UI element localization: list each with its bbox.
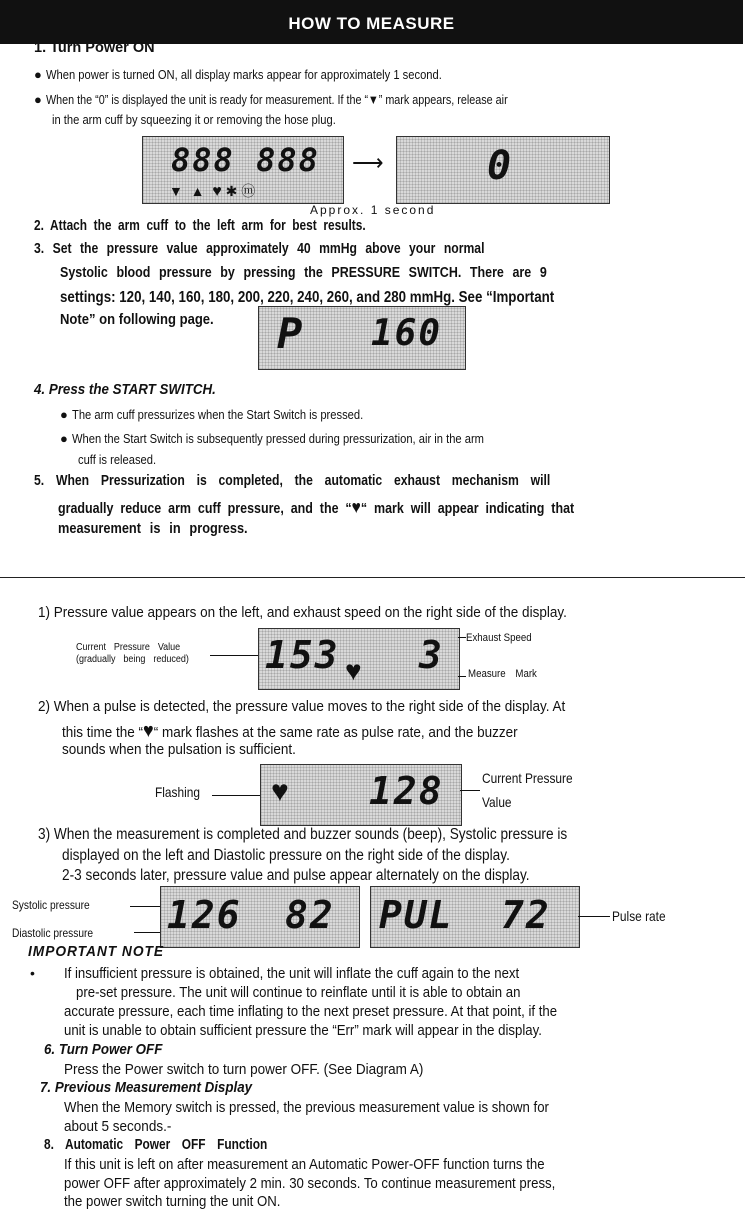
step4-bullet1: ● The arm cuff pressurizes when the Start Switch is pressed. [60, 407, 364, 422]
step3-line3: settings: 120, 140, 160, 180, 200, 220, 240, 260, and 280 mmHg. See “Important [60, 289, 555, 306]
lcd-preset: P 160 [258, 306, 466, 370]
label-value: Value [482, 794, 512, 810]
heart-icon: ♥ [351, 497, 361, 517]
sub3-line3: 2-3 seconds later, pressure value and pulse appear alternately on the display. [62, 867, 530, 884]
lcd-ready: 0 [396, 136, 610, 204]
step6-heading: 6. Turn Power OFF [44, 1042, 163, 1058]
step1-bullet2-cont: in the arm cuff by squeezing it or removing the hose plug. [52, 112, 336, 127]
bullet-icon: • [30, 965, 35, 981]
caption-approx: Approx. 1 second [310, 203, 436, 217]
pointer-line [460, 790, 480, 791]
step1-bullet1: ● When power is turned ON, all display marks appear for approximately 1 second. [34, 67, 443, 82]
step1-bullet2: ● When the “0” is displayed the unit is ready for measurement. If the “▼” mark appears, release air [34, 92, 508, 107]
sub3-line2: displayed on the left and Diastolic pressure on the right side of the display. [62, 847, 510, 864]
label-measure-mark: Measure Mark [468, 668, 537, 680]
lcd-pulse: PUL 72 [370, 886, 580, 948]
step5-line2: gradually reduce arm cuff pressure, and the “♥“ mark will appear indicating that [58, 497, 575, 517]
marks-row: ▼ ▲ ♥ ✱ ⓜ [169, 183, 256, 200]
step8-line2: power OFF after approximately 2 min. 30 seconds. To continue measurement press, [64, 1175, 556, 1192]
step5-line3: measurement is in progress. [58, 521, 248, 537]
lcd-pulse-detected: ♥ 128 [260, 764, 462, 826]
step7-heading: 7. Previous Measurement Display [40, 1080, 253, 1096]
header-bar [0, 0, 743, 44]
pointer-line [578, 916, 610, 917]
label-current-pressure-right: Current Pressure [482, 770, 573, 786]
step5-line1: 5. When Pressurization is completed, the automatic exhaust mechanism will [34, 473, 551, 489]
lcd-result: 126 82 [160, 886, 360, 948]
note-line3: accurate pressure, each time inflating to the next preset pressure. At that point, if the [64, 1003, 558, 1020]
note-line2: pre-set pressure. The unit will continue to reinflate until it is able to obtain an [76, 984, 521, 1001]
measure-heart-icon: ♥ [345, 655, 362, 686]
step4-bullet2-cont: cuff is released. [78, 452, 157, 467]
step8-line3: the power switch turning the unit ON. [64, 1193, 281, 1210]
step3-line4: Note” on following page. [60, 312, 214, 328]
pointer-line [134, 932, 160, 933]
pointer-line [130, 906, 160, 907]
sub2-line3: sounds when the pulsation is sufficient. [62, 741, 296, 758]
label-current-pressure: Current Pressure Value [76, 642, 181, 653]
label-diastolic: Diastolic pressure [12, 926, 94, 940]
step8-line1: If this unit is left on after measurement an Automatic Power-OFF function turns the [64, 1156, 545, 1173]
step7-line2: about 5 seconds.- [64, 1118, 172, 1135]
step3-line1: 3. Set the pressure value approximately 40 mmHg above your normal [34, 241, 485, 257]
step3-line2: Systolic blood pressure by pressing the PRESSURE SWITCH. There are 9 [60, 265, 547, 281]
note-heading: IMPORTANT NOTE [28, 944, 164, 960]
sub2-line1: 2) When a pulse is detected, the pressure value moves to the right side of the display. At [38, 698, 566, 715]
flashing-heart-icon: ♥ [271, 775, 289, 808]
note-line1: If insufficient pressure is obtained, the unit will inflate the cuff again to the next [64, 965, 520, 982]
pointer-line [458, 676, 466, 677]
lcd-exhaust: 153 ♥ 3 [258, 628, 460, 690]
page-title: HOW TO MEASURE [288, 14, 455, 33]
step6-text: Press the Power switch to turn power OFF. (See Diagram A) [64, 1061, 424, 1078]
arrow-right-icon: ⟶ [352, 150, 384, 175]
step4-heading: 4. Press the START SWITCH. [34, 382, 216, 398]
pointer-line [212, 795, 260, 796]
pointer-line [458, 637, 466, 638]
step2-text: 2. Attach the arm cuff to the left arm for best results. [34, 218, 366, 234]
step7-line1: When the Memory switch is pressed, the previous measurement value is shown for [64, 1099, 549, 1116]
step4-bullet2: ● When the Start Switch is subsequently pressed during pressurization, air in the arm [60, 431, 485, 446]
label-gradually-reduced: (gradually being reduced) [76, 654, 189, 665]
step1-heading: 1. Turn Power ON [34, 40, 155, 56]
label-pulse-rate: Pulse rate [612, 908, 666, 924]
label-exhaust-speed: Exhaust Speed [466, 632, 532, 644]
step8-heading: 8. Automatic Power OFF Function [44, 1137, 268, 1153]
heart-icon: ♥ [143, 720, 154, 742]
sub2-line2: this time the “♥“ mark flashes at the same rate as pulse rate, and the buzzer [62, 720, 518, 742]
pointer-line [210, 655, 258, 656]
section-divider [0, 577, 745, 578]
sub1-text: 1) Pressure value appears on the left, and exhaust speed on the right side of the display. [38, 604, 567, 621]
label-flashing: Flashing [155, 784, 200, 800]
note-line4: unit is unable to obtain sufficient pressure the “Err” mark will appear in the display. [64, 1022, 542, 1039]
label-systolic: Systolic pressure [12, 898, 90, 912]
lcd-all-marks: 888 888 ▼ ▲ ♥ ✱ ⓜ [142, 136, 344, 204]
sub3-line1: 3) When the measurement is completed and buzzer sounds (beep), Systolic pressure is [38, 826, 568, 843]
